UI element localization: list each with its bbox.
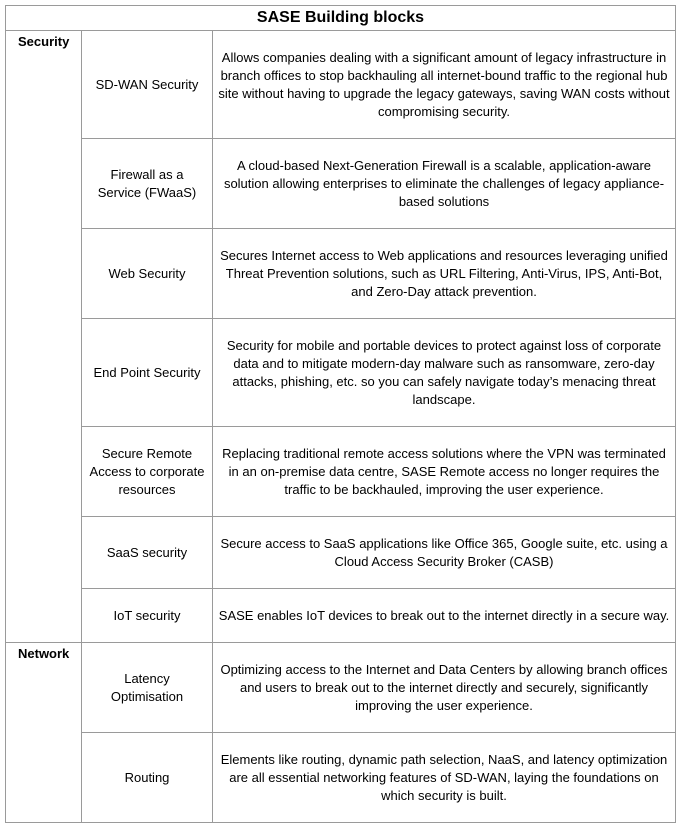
block-name: End Point Security (82, 319, 213, 427)
block-description: Security for mobile and portable devices to protect against loss of corporate data and to mitigate modern-day malware such as ransomware, zero-day attacks, phishing, etc. so you can safely navigate today’s menacing threat landscape. (213, 319, 676, 427)
table-row (6, 517, 676, 589)
table-row (6, 319, 676, 427)
block-name: Secure Remote Access to corporate resources (82, 427, 213, 517)
table-row (6, 229, 676, 319)
block-name: SD-WAN Security (82, 31, 213, 139)
block-description: Elements like routing, dynamic path selection, NaaS, and latency optimization are all essential networking features of SD-WAN, laying the foundations on which security is built. (213, 733, 676, 823)
block-description: SASE enables IoT devices to break out to the internet directly in a secure way. (213, 589, 676, 643)
table-row (6, 31, 676, 139)
block-name: SaaS security (82, 517, 213, 589)
category-network: Network (6, 643, 82, 823)
block-description: Replacing traditional remote access solutions where the VPN was terminated in an on-premise data centre, SASE Remote access no longer requires the traffic to be backhauled, improving the user experience. (213, 427, 676, 517)
category-security: Security (6, 31, 82, 643)
table-row (6, 589, 676, 643)
block-description: Secures Internet access to Web applications and resources leveraging unified Threat Prevention solutions, such as URL Filtering, Anti-Virus, IPS, Anti-Bot, and Zero-Day attack prevention. (213, 229, 676, 319)
table-row (6, 427, 676, 517)
block-description: Secure access to SaaS applications like Office 365, Google suite, etc. using a Cloud Access Security Broker (CASB) (213, 517, 676, 589)
table-title: SASE Building blocks (6, 6, 676, 31)
block-name: IoT security (82, 589, 213, 643)
block-name: Latency Optimisation (82, 643, 213, 733)
block-name: Firewall as a Service (FWaaS) (82, 139, 213, 229)
block-description: Optimizing access to the Internet and Data Centers by allowing branch offices and users to break out to the internet directly and securely, significantly improving the user experience. (213, 643, 676, 733)
block-name: Web Security (82, 229, 213, 319)
sase-building-blocks-table (5, 5, 676, 823)
title-row (6, 6, 676, 31)
block-description: Allows companies dealing with a significant amount of legacy infrastructure in branch offices to stop backhauling all internet-bound traffic to the regional hub site without having to upgrade the legacy gateways, saving WAN costs without compromising security. (213, 31, 676, 139)
block-description: A cloud-based Next-Generation Firewall is a scalable, application-aware solution allowing enterprises to eliminate the challenges of legacy appliance-based solutions (213, 139, 676, 229)
table-row (6, 733, 676, 823)
table-row (6, 139, 676, 229)
block-name: Routing (82, 733, 213, 823)
table-row (6, 643, 676, 733)
